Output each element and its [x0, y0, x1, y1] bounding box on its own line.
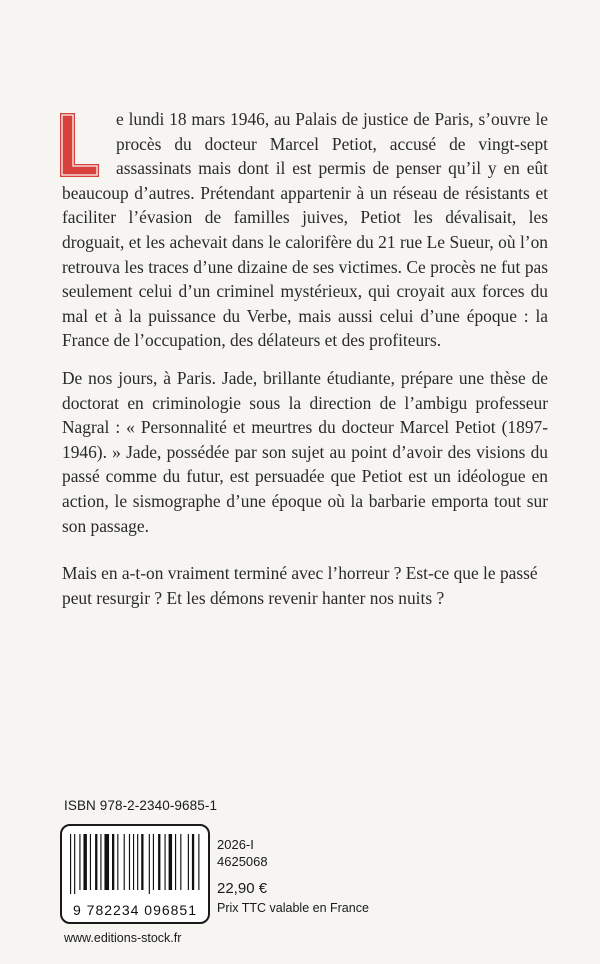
- barcode-bar: [83, 834, 86, 890]
- barcode-bar: [180, 834, 181, 890]
- barcode: [60, 824, 210, 924]
- barcode-bar: [74, 834, 75, 894]
- barcode-bar: [149, 834, 150, 894]
- summary-paragraph-2: De nos jours, à Paris. Jade, brillante étudiante, prépare une thèse de doctorat en criminologie sous la direction de l’ambigu professeur Nagral : « Personnalité et meurtres du docteur Marcel Petiot (1897-1946). » Jade, possédée par son sujet au point d’avoir des visions du passé comme du futur, est persuadée que Petiot est un idéologue en action, le sismographe d’une époque où la barbarie emporta tout sur son passage.: [62, 368, 548, 536]
- barcode-bar: [188, 834, 189, 890]
- barcode-bar: [169, 834, 172, 890]
- barcode-bar: [112, 834, 114, 890]
- isbn-label: ISBN 978-2-2340-9685-1: [64, 798, 218, 813]
- barcode-bar: [133, 834, 134, 890]
- barcode-digits: 9 782234 096851: [73, 902, 197, 918]
- barcode-bar: [124, 834, 125, 890]
- barcode-bar: [192, 834, 194, 890]
- publisher-website: www.editions-stock.fr: [64, 931, 182, 945]
- barcode-bar: [153, 834, 154, 890]
- summary-paragraph-1: [62, 107, 548, 353]
- drop-cap: [58, 111, 102, 179]
- barcode-bar: [100, 834, 101, 890]
- barcode-bar: [175, 834, 176, 890]
- drop-cap-shape: [58, 111, 102, 179]
- barcode-bars: [68, 834, 202, 894]
- barcode-bar: [79, 834, 80, 890]
- code-1: 2026-I: [217, 837, 254, 852]
- barcode-bar: [158, 834, 160, 890]
- barcode-bar: [104, 834, 109, 890]
- barcode-bar: [137, 834, 138, 890]
- barcode-bar: [198, 834, 199, 890]
- barcode-bar: [141, 834, 143, 890]
- barcode-bar: [129, 834, 130, 890]
- barcode-bar: [90, 834, 91, 890]
- price-note: Prix TTC valable en France: [217, 901, 369, 915]
- barcode-bar: [117, 834, 118, 890]
- price-info: [217, 836, 369, 916]
- summary-paragraph-1-text: e lundi 18 mars 1946, au Palais de justice de Paris, s’ouvre le procès du docteur Marcel Petiot, accusé de vingt-sept assassinats mais dont il est permis de penser qu’il y en eût beaucoup d’autres. Prétendant appartenir à un réseau de résistants et faciliter l’évasion de familles juives, Petiot les dévalisait, les droguait, et les achevait dans le calorifère du 21 rue Le Sueur, où l’on retrouva les traces d’une dizaine de ses victimes. Ce procès ne fut pas seulement celui d’un criminel mystérieux, qui croyait aux forces du mal et à la puissance du Verbe, mais aussi celui d’une époque : la France de l’occupation, des délateurs et des profiteurs.: [62, 109, 548, 351]
- barcode-bar: [165, 834, 166, 890]
- summary-paragraph-3: Mais en a-t-on vraiment terminé avec l’horreur ? Est-ce que le passé peut resurgir ? Et les démons revenir hanter nos nuits ?: [62, 563, 538, 608]
- barcode-bar: [95, 834, 97, 890]
- code-2: 4625068: [217, 854, 268, 869]
- price: 22,90 €: [217, 880, 268, 897]
- barcode-bar: [70, 834, 71, 894]
